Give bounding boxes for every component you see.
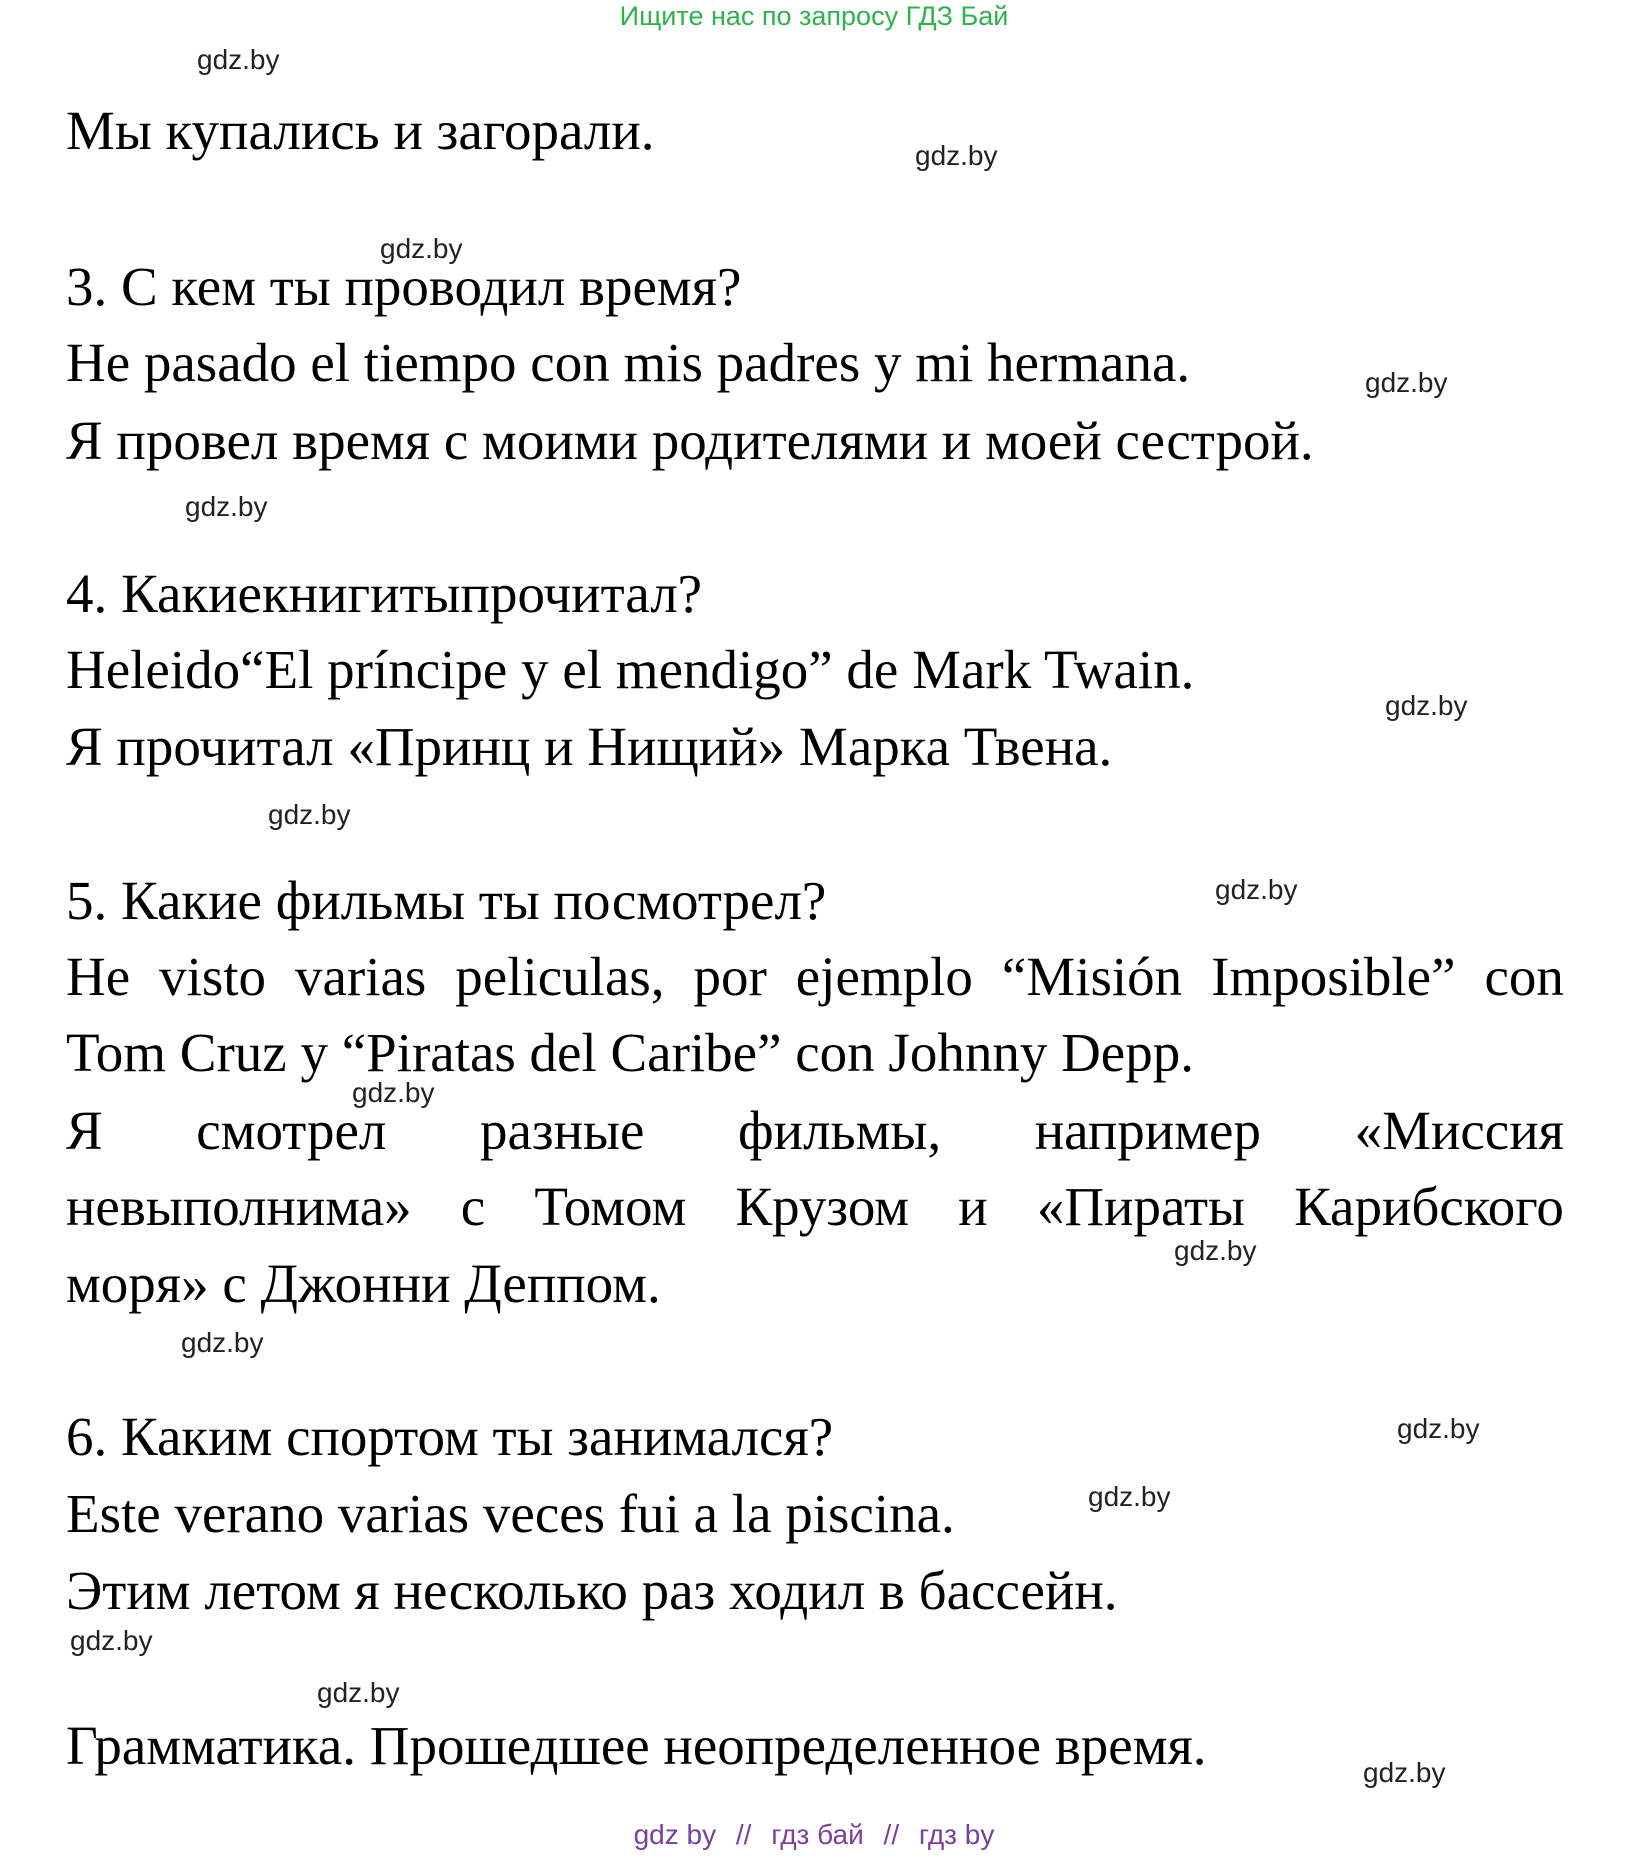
answer-6-spanish: Este verano varias veces fui a la piscina. [66,1483,955,1544]
answer-5-russian-line-3: моря» с Джонни Деппом. [66,1253,661,1314]
text-line: Мы купались и загорали. [66,100,655,161]
question-4: 4. Какиекнигитыпрочитал? [66,563,703,624]
answer-4-russian: Я прочитал «Принц и Нищий» Марка Твена. [66,716,1113,777]
watermark: gdz.by [380,233,463,264]
word: невыполнима» [66,1176,412,1237]
word: «Миссия [1354,1100,1564,1161]
watermark: gdz.by [268,799,351,830]
word: «Пираты [1036,1176,1245,1237]
answer-6-russian: Этим летом я несколько раз ходил в бассейн. [66,1560,1118,1621]
word: Imposible” [1211,946,1456,1007]
word: por [693,946,767,1007]
top-banner: Ищите нас по запросу ГДЗ Бай [619,1,1009,31]
footer-separator: // [735,1819,752,1850]
watermark: gdz.by [1365,367,1448,398]
question-5: 5. Какие фильмы ты посмотрел? [66,870,827,931]
watermark: gdz.by [1088,1481,1171,1512]
word: He [66,946,131,1007]
watermark: gdz.by [197,44,280,75]
footer-link[interactable]: гдз бай [771,1819,864,1850]
watermark: gdz.by [915,140,998,171]
grammar-heading: Грамматика. Прошедшее неопределенное время. [66,1715,1207,1776]
word: ejemplo [795,946,973,1007]
watermark: gdz.by [352,1077,435,1108]
word: фильмы, [738,1100,942,1161]
word: с [460,1176,486,1237]
watermark: gdz.by [1215,874,1298,905]
watermark: gdz.by [1174,1235,1257,1266]
answer-4-spanish: Heleido“El príncipe y el mendigo” de Mark Twain. [66,639,1195,700]
word: Томом [534,1176,687,1237]
answer-3-russian: Я провел время с моими родителями и моей сестрой. [66,410,1314,471]
word: “Misión [1001,946,1183,1007]
footer-link[interactable]: гдз by [918,1819,995,1850]
watermark: gdz.by [70,1625,153,1656]
watermark: gdz.by [185,491,268,522]
watermark: gdz.by [1385,690,1468,721]
word: con [1484,946,1564,1007]
word: peliculas, [455,946,665,1007]
footer [0,1818,1628,1852]
word: varias [295,946,427,1007]
word: Я [66,1100,103,1161]
watermark: gdz.by [317,1677,400,1708]
word: например [1034,1100,1261,1161]
footer-separator: // [883,1819,900,1850]
word: и [958,1176,988,1237]
watermark: gdz.by [181,1327,264,1358]
answer-5-spanish-line-1 [66,946,1564,1008]
word: разные [479,1100,645,1161]
watermark: gdz.by [1397,1413,1480,1444]
word: visto [159,946,267,1007]
word: смотрел [196,1100,387,1161]
watermark: gdz.by [1363,1757,1446,1788]
word: Карибского [1294,1176,1564,1237]
question-6: 6. Каким спортом ты занимался? [66,1406,834,1467]
answer-5-spanish-line-2: Tom Cruz y “Piratas del Caribe” con Johnny Depp. [66,1022,1194,1083]
answer-3-spanish: He pasado el tiempo con mis padres y mi hermana. [66,332,1191,393]
question-3: 3. С кем ты проводил время? [66,256,742,317]
answer-5-russian-line-2 [66,1176,1564,1238]
footer-link[interactable]: gdz by [633,1819,717,1850]
word: Крузом [735,1176,910,1237]
answer-5-russian-line-1 [66,1100,1564,1162]
